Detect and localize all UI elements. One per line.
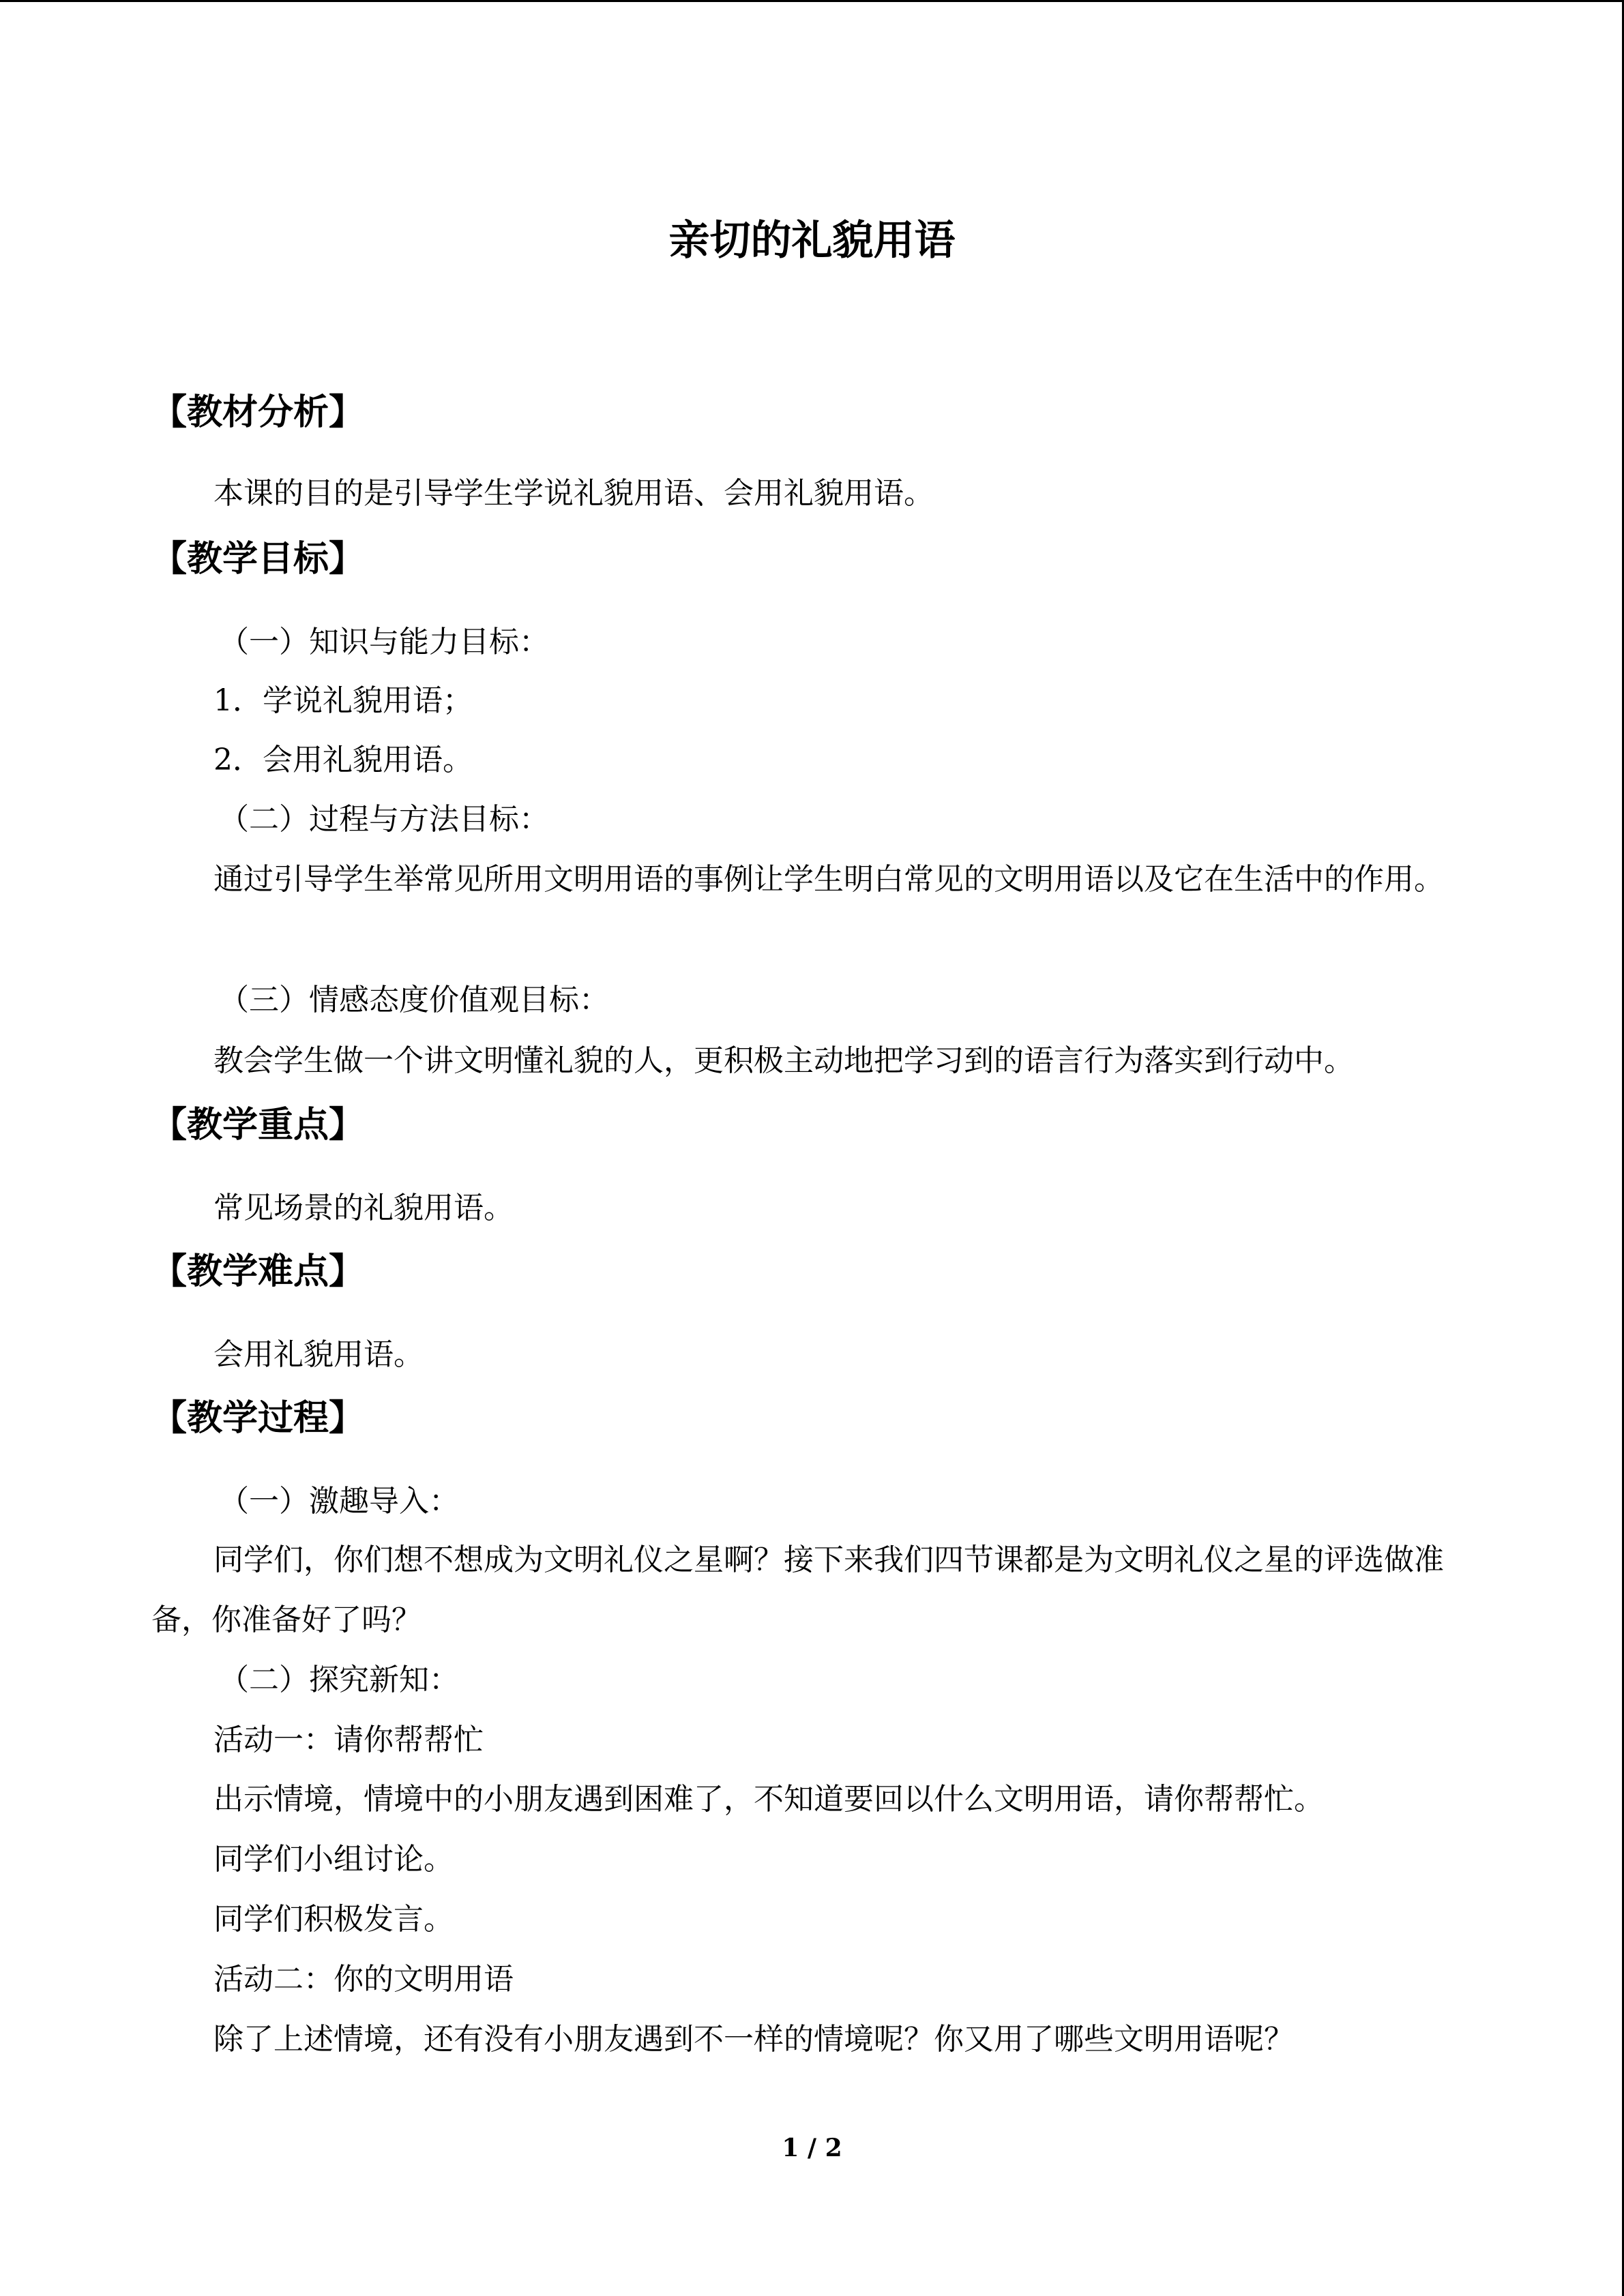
- objectives-sub1: （一）知识与能力目标：: [219, 625, 549, 659]
- objectives-item2: 2．会用礼貌用语。: [213, 743, 473, 777]
- objectives-item1: 1．学说礼貌用语；: [213, 683, 473, 718]
- heading-difficulties: 【教学难点】: [151, 1251, 365, 1292]
- process-speak: 同学们积极发言。: [213, 1902, 454, 1937]
- heading-analysis: 【教材分析】: [151, 391, 365, 433]
- objectives-sub3: （三）情感态度价值观目标：: [219, 983, 609, 1017]
- process-sub1: （一）激趣导入：: [219, 1484, 459, 1519]
- process-discuss: 同学们小组讨论。: [213, 1842, 454, 1877]
- page-number: 1 / 2: [782, 2134, 842, 2162]
- objectives-sub2: （二）过程与方法目标：: [219, 802, 549, 837]
- objectives-text3: 教会学生做一个讲文明懂礼貌的人，更积极主动地把学习到的语言行为落实到行动中。: [213, 1043, 1354, 1078]
- process-activity1-text: 出示情境，情境中的小朋友遇到困难了，不知道要回以什么文明用语，请你帮帮忙。: [213, 1782, 1324, 1817]
- process-text1: 同学们，你们想不想成为文明礼仪之星啊？接下来我们四节课都是为文明礼仪之星的评选做准备，你准备好了吗？: [151, 1542, 1444, 1637]
- objectives-text2: 通过引导学生举常见所用文明用语的事例让学生明白常见的文明用语以及它在生活中的作用。: [213, 862, 1444, 897]
- process-activity2-text: 除了上述情境，还有没有小朋友遇到不一样的情境呢？你又用了哪些文明用语呢？: [213, 2022, 1294, 2057]
- process-activity2: 活动二：你的文明用语: [213, 1962, 514, 1997]
- process-activity1: 活动一：请你帮帮忙: [213, 1723, 484, 1757]
- heading-key-points: 【教学重点】: [151, 1104, 365, 1146]
- difficulties-text: 会用礼貌用语。: [213, 1337, 424, 1372]
- key-points-text: 常见场景的礼貌用语。: [213, 1191, 514, 1225]
- page-title: 亲切的礼貌用语: [668, 217, 956, 265]
- analysis-text: 本课的目的是引导学生学说礼貌用语、会用礼貌用语。: [213, 476, 934, 511]
- heading-process: 【教学过程】: [151, 1397, 365, 1439]
- heading-objectives: 【教学目标】: [151, 538, 365, 580]
- process-sub2: （二）探究新知：: [219, 1663, 459, 1697]
